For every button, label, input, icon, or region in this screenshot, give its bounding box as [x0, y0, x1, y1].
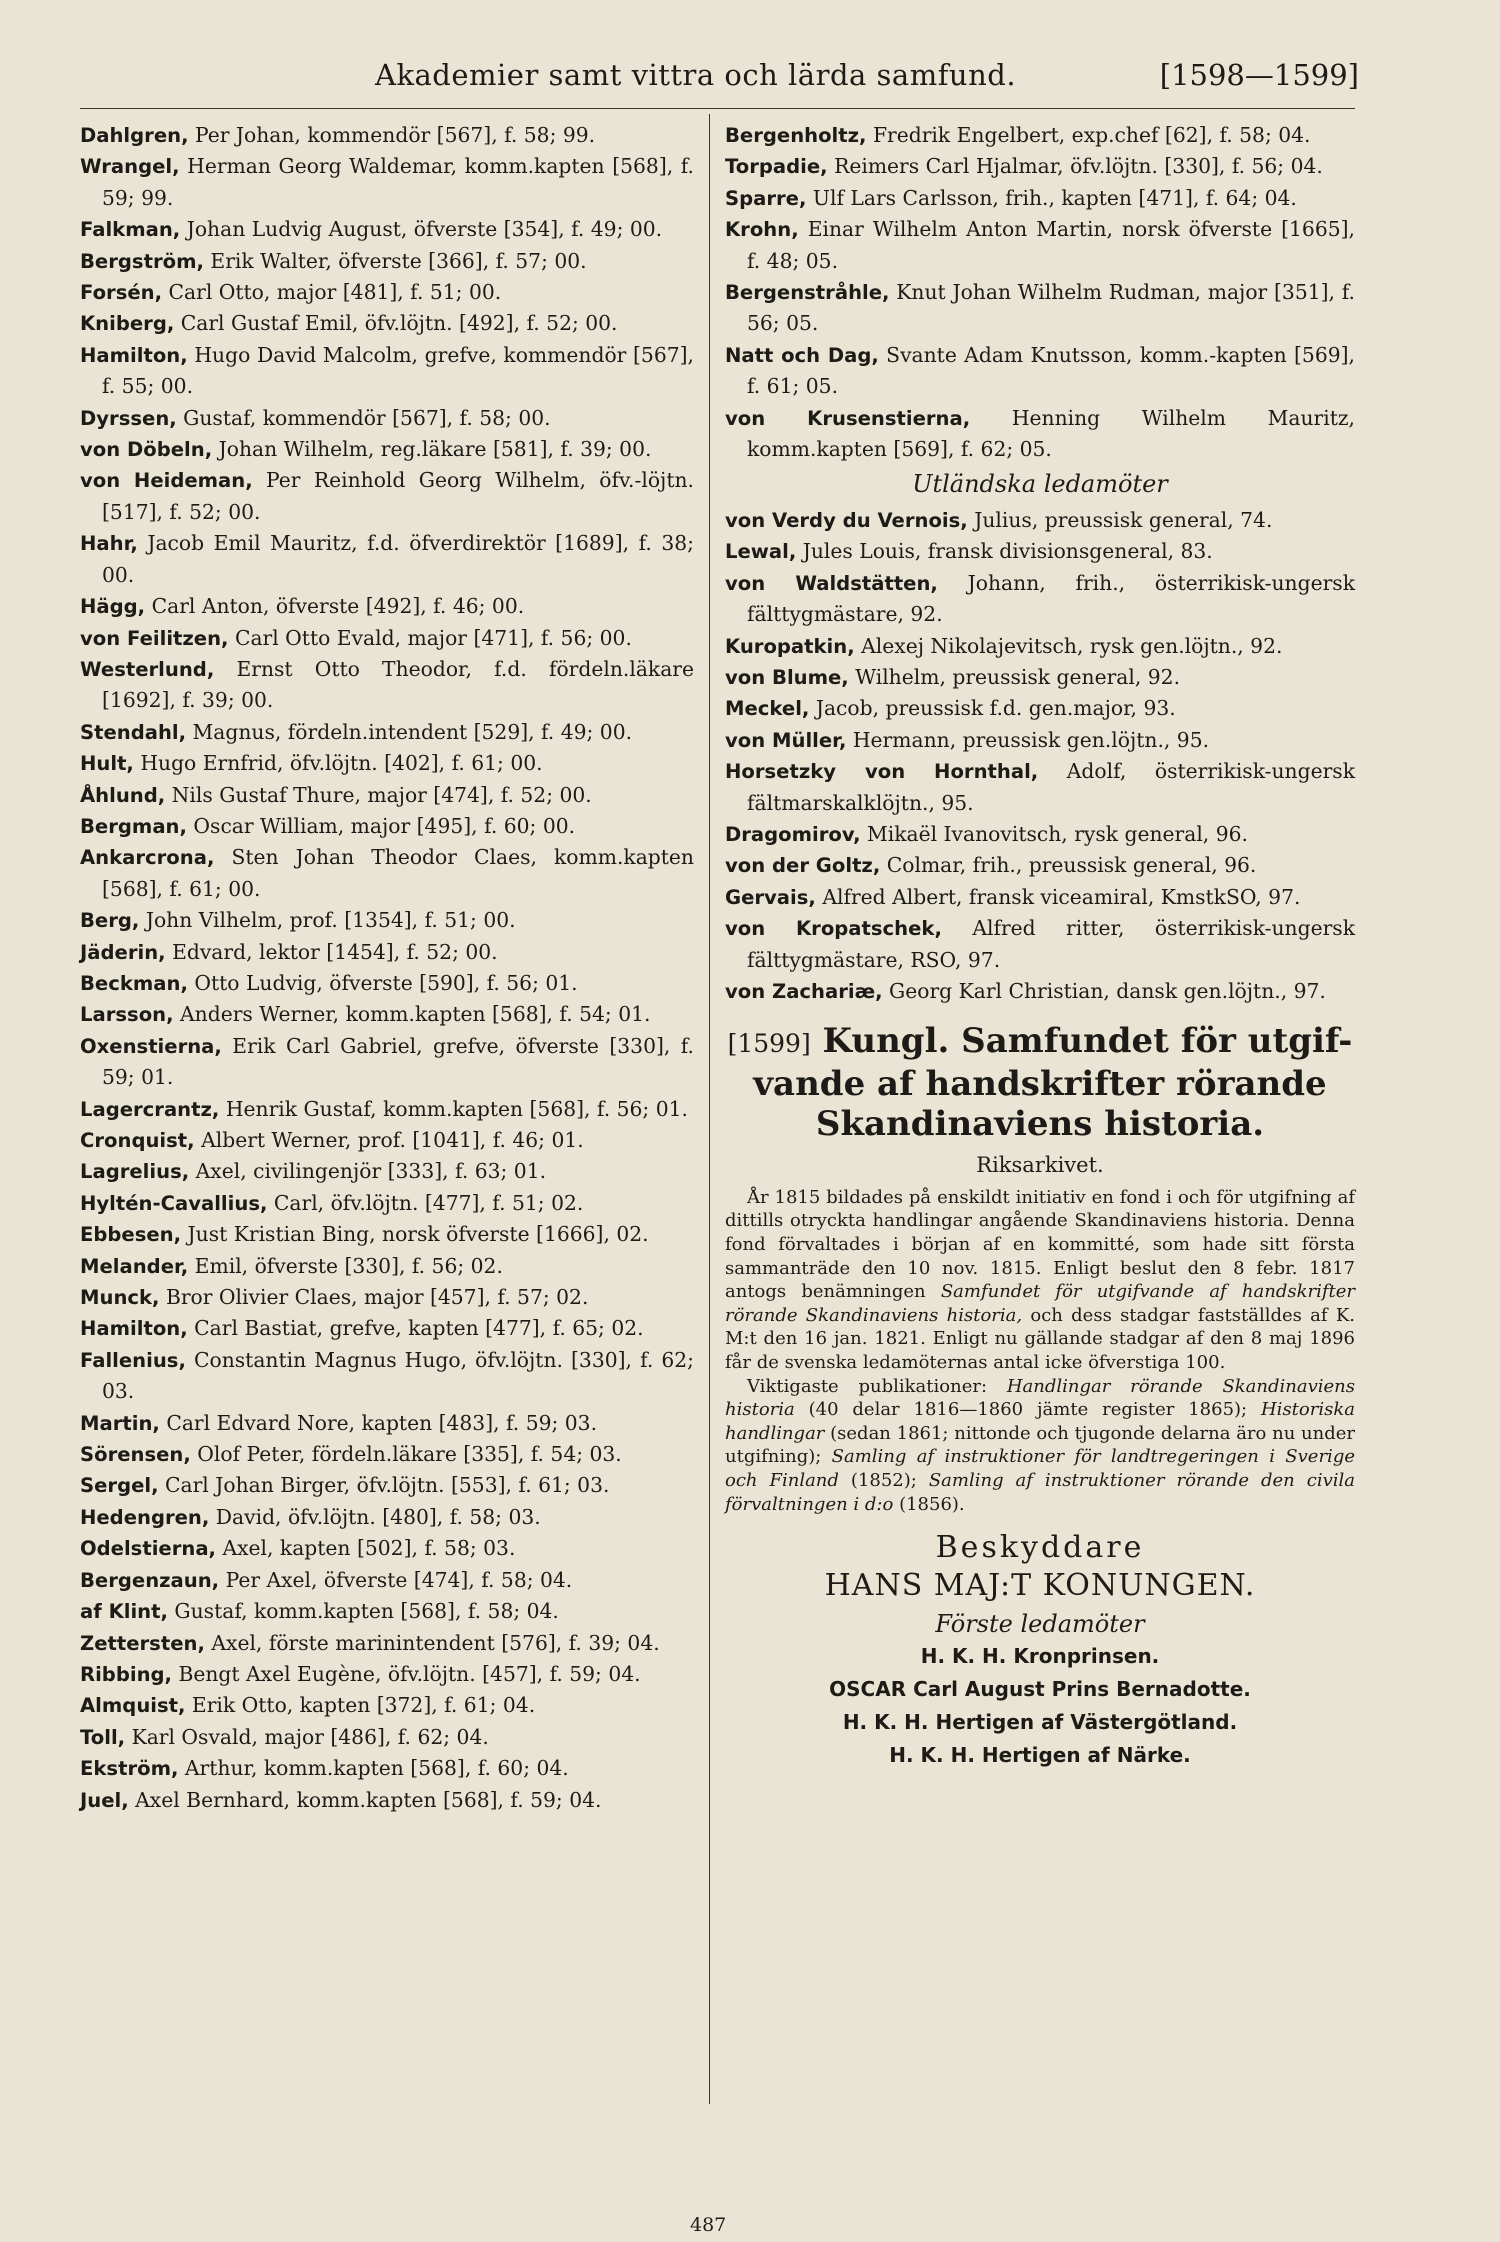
patron-name: HANS MAJ:T KONUNGEN. — [824, 1567, 1256, 1603]
list-item — [80, 1502, 694, 1533]
entry-text: Gustaf, komm.kapten [568], f. 58; 04. — [174, 1599, 559, 1624]
list-item — [80, 1439, 694, 1470]
entry-name: Ribbing, — [80, 1662, 172, 1686]
entry-name: Hamilton, — [80, 1317, 188, 1341]
entry-name: Ebbesen, — [80, 1223, 182, 1247]
entry-text: Einar Wilhelm Anton Martin, norsk öfverste [1665], f. 48; 05. — [747, 217, 1355, 273]
entry-name: von Heideman, — [80, 469, 253, 493]
right-column — [725, 120, 1355, 1772]
list-item — [80, 1659, 694, 1690]
section-title-line1: Kungl. Samfundet för utgif- — [822, 1021, 1353, 1062]
entry-text: Carl Bastiat, grefve, kapten [477], f. 65; 02. — [194, 1316, 644, 1341]
pub4-note: (1856). — [899, 1493, 965, 1515]
entry-text: Edvard, lektor [1454], f. 52; 00. — [172, 939, 498, 964]
entry-text: Carl Otto, major [481], f. 51; 00. — [168, 280, 502, 305]
foreign-member-list — [725, 505, 1355, 1008]
entry-name: von Verdy du Vernois, — [725, 508, 968, 532]
list-item — [80, 842, 694, 905]
entry-text: Alfred ritter, österrikisk-ungersk fälttygmästare, RSO, 97. — [747, 916, 1355, 972]
entry-text: Julius, preussisk general, 74. — [974, 507, 1273, 532]
entry-name: Natt och Dag, — [725, 343, 879, 367]
entry-text: Ernst Otto Theodor, f.d. fördeln.läkare [1692], f. 39; 00. — [102, 656, 694, 713]
entry-name: Hahr, — [80, 532, 138, 556]
list-item — [80, 1188, 694, 1219]
entry-name: Hägg, — [80, 595, 146, 619]
entry-name: Meckel, — [725, 697, 810, 721]
entry-text: Per Axel, öfverste [474], f. 58; 04. — [225, 1567, 573, 1592]
entry-name: Krohn, — [725, 218, 799, 242]
list-item — [80, 811, 694, 842]
entry-name: Gervais, — [725, 885, 816, 909]
list-item — [80, 1408, 694, 1439]
list-item — [725, 403, 1355, 466]
entry-name: von der Goltz, — [725, 854, 881, 878]
patron-heading: Beskyddare — [935, 1530, 1145, 1566]
pub2-note: (sedan 1861; nittonde och tjugonde delarna äro nu under utgifning); — [725, 1422, 1355, 1468]
entry-text: Colmar, frih., preussisk general, 96. — [886, 853, 1257, 878]
entry-text: Georg Karl Christian, dansk gen.löjtn., 97. — [889, 978, 1326, 1003]
running-header — [120, 58, 1365, 104]
entry-name: Lagrelius, — [80, 1160, 190, 1184]
entry-name: Bergenstråhle, — [725, 281, 890, 305]
entry-text: Erik Walter, öfverste [366], f. 57; 00. — [210, 248, 587, 273]
entry-text: Bengt Axel Eugène, öfv.löjtn. [457], f. 59; 04. — [178, 1661, 641, 1686]
header-rule — [80, 108, 1355, 109]
header-title: Akademier samt vittra och lärda samfund. — [375, 58, 1017, 92]
entry-name: von Müller, — [725, 728, 847, 752]
entry-text: Johann, frih., österrikisk-ungersk fälttygmästare, 92. — [747, 570, 1355, 627]
entry-name: af Klint, — [80, 1600, 168, 1624]
entry-text: Bror Olivier Claes, major [457], f. 57; 02. — [165, 1285, 589, 1310]
pub3-note: (1852); — [850, 1469, 917, 1491]
entry-text: Just Kristian Bing, norsk öfverste [1666], 02. — [187, 1222, 649, 1247]
entry-name: von Feilitzen, — [80, 626, 229, 650]
entry-name: Ekström, — [80, 1757, 179, 1781]
list-item — [725, 120, 1355, 151]
entry-text: Karl Osvald, major [486], f. 62; 04. — [131, 1724, 489, 1749]
entry-name: von Blume, — [725, 665, 849, 689]
list-item — [725, 505, 1355, 536]
list-item — [725, 882, 1355, 913]
list-item — [80, 623, 694, 654]
entry-name: Hamilton, — [80, 343, 188, 367]
section-title-line3: Skandinaviens historia. — [815, 1104, 1265, 1145]
entry-name: Fallenius, — [80, 1348, 186, 1372]
list-item — [80, 1219, 694, 1250]
list-item — [80, 1125, 694, 1156]
entry-name: Kuropatkin, — [725, 634, 855, 658]
history-paragraph — [725, 1186, 1355, 1375]
entry-text: Johan Ludvig August, öfverste [354], f. 49; 00. — [186, 217, 663, 242]
list-item — [80, 748, 694, 779]
entry-name: Bergenholtz, — [725, 124, 867, 147]
entry-text: Axel Bernhard, komm.kapten [568], f. 59; 04. — [135, 1787, 602, 1812]
entry-text: Axel, kapten [502], f. 58; 03. — [222, 1536, 516, 1561]
entry-text: Carl Gustaf Emil, öfv.löjtn. [492], f. 52; 00. — [180, 311, 618, 336]
entry-text: Fredrik Engelbert, exp.chef [62], f. 58; 04. — [872, 123, 1311, 147]
pub1-title: Handlingar rörande Skandinaviens historia — [725, 1375, 1355, 1421]
list-item — [725, 913, 1355, 976]
entry-text: Carl, öfv.löjtn. [477], f. 51; 02. — [273, 1190, 584, 1215]
entry-text: Svante Adam Knutsson, komm.-kapten [569], f. 61; 05. — [747, 342, 1355, 399]
list-item — [80, 308, 694, 339]
entry-text: Jacob, preussisk f.d. gen.major, 93. — [815, 696, 1176, 721]
pub1-note: (40 delar 1816—1860 jämte register 1865); — [808, 1399, 1248, 1421]
entry-name: von Waldstätten, — [725, 571, 938, 595]
entry-name: Bergman, — [80, 814, 187, 838]
entry-name: Horsetzky von Hornthal, — [725, 760, 1039, 784]
entry-text: Johan Wilhelm, reg.läkare [581], f. 39; 00. — [218, 437, 652, 462]
list-item — [80, 214, 694, 245]
foreign-members-heading: Utländska ledamöter — [912, 470, 1168, 499]
list-item — [725, 631, 1355, 662]
list-item — [80, 277, 694, 308]
para1-text: År 1815 bildades på enskildt initiativ en fond i och för utgifning af dittills otryckta handlingar angående Skandinaviens historia. Denna fond förvaltades i början af en kommitté, som hade sitt första sammanträde den 10 nov. 1815. Enligt beslut den 8 febr. 1817 antogs benämningen — [725, 1186, 1355, 1303]
entry-text: Constantin Magnus Hugo, öfv.löjtn. [330], f. 62; 03. — [102, 1347, 694, 1404]
entry-text: Emil, öfverste [330], f. 56; 02. — [194, 1253, 503, 1278]
list-item — [80, 1565, 694, 1596]
entry-name: Melander, — [80, 1254, 189, 1278]
list-item — [725, 536, 1355, 567]
entry-text: Alfred Albert, fransk viceamiral, KmstkSO, 97. — [822, 884, 1301, 909]
list-item — [725, 214, 1355, 277]
list-item — [725, 662, 1355, 693]
section-title — [725, 1021, 1355, 1144]
section-title-line2: vande af handskrifter rörande — [753, 1064, 1327, 1105]
entry-text: Erik Carl Gabriel, grefve, öfverste [330], f. 59; 01. — [102, 1033, 694, 1090]
entry-text: Erik Otto, kapten [372], f. 61; 04. — [191, 1693, 536, 1718]
entry-name: Hult, — [80, 752, 134, 776]
list-item — [80, 1628, 694, 1659]
entry-text: David, öfv.löjtn. [480], f. 58; 03. — [215, 1504, 541, 1529]
entry-name: Cronquist, — [80, 1129, 195, 1152]
entry-name: Toll, — [80, 1725, 126, 1749]
first-member: H. K. H. Hertigen af Närke. — [889, 1743, 1191, 1768]
entry-text: Carl Anton, öfverste [492], f. 46; 00. — [151, 594, 525, 619]
entry-text: Hermann, preussisk gen.löjtn., 95. — [852, 727, 1210, 752]
entry-name: von Zachariæ, — [725, 979, 883, 1003]
left-column — [80, 120, 694, 1816]
entry-text: Henrik Gustaf, komm.kapten [568], f. 56; 01. — [225, 1096, 688, 1121]
list-item — [80, 246, 694, 277]
list-item — [80, 340, 694, 403]
list-item — [80, 1313, 694, 1344]
entry-name: Stendahl, — [80, 720, 187, 744]
entry-name: Bergström, — [80, 249, 204, 273]
entry-name: Sparre, — [725, 186, 807, 210]
first-members-list — [725, 1640, 1355, 1772]
entry-text: Knut Johan Wilhelm Rudman, major [351], f. 56; 05. — [747, 280, 1355, 336]
entry-text: Carl Edvard Nore, kapten [483], f. 59; 03. — [166, 1410, 598, 1435]
entry-name: Hyltén-Cavallius, — [80, 1191, 268, 1215]
entry-text: Oscar William, major [495], f. 60; 00. — [193, 813, 576, 838]
first-members-heading: Förste ledamöter — [935, 1609, 1145, 1638]
list-item — [725, 693, 1355, 724]
entry-text: Magnus, fördeln.intendent [529], f. 49; 00. — [192, 719, 633, 744]
list-item — [80, 968, 694, 999]
entry-name: Dyrssen, — [80, 406, 177, 430]
list-item — [725, 756, 1355, 819]
entry-name: Hedengren, — [80, 1505, 210, 1529]
list-item — [80, 999, 694, 1030]
entry-text: Alexej Nikolajevitsch, rysk gen.löjtn., 92. — [861, 633, 1283, 658]
entry-text: Sten Johan Theodor Claes, komm.kapten [568], f. 61; 00. — [102, 845, 694, 901]
entry-text: Wilhelm, preussisk general, 92. — [855, 664, 1181, 689]
entry-name: Oxenstierna, — [80, 1034, 222, 1058]
entry-name: Zettersten, — [80, 1631, 205, 1655]
pub-intro: Viktigaste publikationer: — [747, 1375, 988, 1397]
entry-name: von Kropatschek, — [725, 917, 942, 941]
column-divider — [709, 114, 710, 2104]
list-item — [725, 568, 1355, 631]
list-item — [80, 120, 694, 151]
entry-name: Dahlgren, — [80, 124, 189, 147]
list-item — [80, 1282, 694, 1313]
entry-text: Olof Peter, fördeln.läkare [335], f. 54; 03. — [197, 1442, 622, 1467]
entry-text: Hugo David Malcolm, grefve, kommendör [567], f. 55; 00. — [102, 342, 694, 399]
first-member: H. K. H. Hertigen af Västergötland. — [842, 1710, 1238, 1735]
entry-name: von Krusenstierna, — [725, 406, 971, 430]
entry-text: Jules Louis, fransk divisionsgeneral, 83. — [802, 539, 1213, 564]
list-item — [725, 277, 1355, 340]
entry-text: Herman Georg Waldemar, komm.kapten [568], f. 59; 99. — [102, 154, 694, 210]
entry-text: Mikaël Ivanovitsch, rysk general, 96. — [866, 821, 1248, 846]
entry-text: Nils Gustaf Thure, major [474], f. 52; 00. — [171, 782, 592, 807]
entry-name: Lewal, — [725, 540, 797, 564]
entry-text: Otto Ludvig, öfverste [590], f. 56; 01. — [194, 970, 578, 995]
entry-name: von Döbeln, — [80, 438, 213, 462]
list-item — [725, 725, 1355, 756]
list-item — [80, 1785, 694, 1816]
list-item — [80, 528, 694, 591]
entry-text: Reimers Carl Hjalmar, öfv.löjtn. [330], f. 56; 04. — [834, 154, 1323, 179]
entry-name: Ankarcrona, — [80, 846, 215, 870]
list-item — [80, 1156, 694, 1187]
entry-text: Adolf, österrikisk-ungersk fältmarskalklöjtn., 95. — [747, 759, 1355, 815]
entry-text: Axel, civilingenjör [333], f. 63; 01. — [195, 1159, 547, 1184]
list-item — [80, 1251, 694, 1282]
list-item — [80, 1753, 694, 1784]
first-member: OSCAR Carl August Prins Bernadotte. — [829, 1677, 1251, 1702]
entry-text: Jacob Emil Mauritz, f.d. öfverdirektör [1689], f. 38; 00. — [102, 531, 694, 587]
pub4-title: Samling af instruktioner rörande den civila förvaltningen i d:o — [725, 1469, 1355, 1515]
entry-name: Beckman, — [80, 971, 188, 995]
entry-text: Ulf Lars Carlsson, frih., kapten [471], f. 64; 04. — [812, 185, 1297, 210]
entry-text: Per Reinhold Georg Wilhelm, öfv.-löjtn. [517], f. 52; 00. — [102, 468, 694, 524]
list-item — [725, 183, 1355, 214]
entry-text: Henning Wilhelm Mauritz, komm.kapten [569], f. 62; 05. — [747, 405, 1356, 462]
entry-name: Martin, — [80, 1411, 160, 1435]
list-item — [80, 654, 694, 717]
list-item — [80, 403, 694, 434]
section-location: Riksarkivet. — [976, 1153, 1104, 1178]
first-member: H. K. H. Kronprinsen. — [920, 1644, 1160, 1669]
entry-text: Gustaf, kommendör [567], f. 58; 00. — [183, 405, 551, 430]
list-item — [80, 905, 694, 936]
entry-name: Sergel, — [80, 1474, 159, 1498]
entry-name: Lagercrantz, — [80, 1097, 220, 1121]
entry-name: Odelstierna, — [80, 1537, 216, 1561]
list-item — [80, 717, 694, 748]
entry-name: Bergenzaun, — [80, 1568, 220, 1592]
entry-text: Hugo Ernfrid, öfv.löjtn. [402], f. 61; 00. — [140, 751, 543, 776]
entry-name: Kniberg, — [80, 312, 175, 336]
list-item — [80, 1722, 694, 1753]
society-name: Samfundet för utgifvande af handskrifter rörande Skandinaviens historia, — [725, 1281, 1355, 1326]
entry-text: Albert Werner, prof. [1041], f. 46; 01. — [201, 1128, 584, 1152]
list-item — [725, 976, 1355, 1007]
entry-text: Carl Johan Birger, öfv.löjtn. [553], f. 61; 03. — [165, 1473, 610, 1498]
list-item — [80, 1031, 694, 1094]
list-item — [725, 340, 1355, 403]
entry-text: John Vilhelm, prof. [1354], f. 51; 00. — [145, 908, 516, 933]
entry-name: Wrangel, — [80, 155, 180, 179]
list-item — [80, 1533, 694, 1564]
publications-paragraph — [725, 1375, 1355, 1517]
entry-name: Forsén, — [80, 281, 163, 305]
entry-name: Åhlund, — [80, 783, 166, 807]
entry-name: Juel, — [80, 1788, 129, 1812]
list-item — [80, 434, 694, 465]
list-item — [725, 819, 1355, 850]
list-item — [80, 591, 694, 622]
header-range: [1598—1599] — [1159, 58, 1359, 92]
list-item — [725, 850, 1355, 881]
entry-name: Torpadie, — [725, 155, 828, 179]
list-item — [80, 1345, 694, 1408]
entry-name: Almquist, — [80, 1694, 186, 1718]
pub2-title: Historiska handlingar — [725, 1399, 1355, 1444]
list-item — [80, 1690, 694, 1721]
entry-name: Westerlund, — [80, 657, 215, 681]
list-item — [80, 1470, 694, 1501]
entry-name: Larsson, — [80, 1003, 174, 1027]
section-number: [1599] — [727, 1029, 811, 1059]
member-list — [725, 120, 1355, 465]
para1-end: och dess stadgar fastställdes af K. M:t den 16 jan. 1821. Enligt nu gällande stadgar af den 8 maj 1896 får de svenska ledamöternas antal icke öfverstiga 100. — [725, 1304, 1355, 1373]
entry-name: Munck, — [80, 1286, 160, 1310]
entry-text: Arthur, komm.kapten [568], f. 60; 04. — [184, 1756, 569, 1781]
entry-text: Axel, förste marinintendent [576], f. 39; 04. — [211, 1630, 660, 1655]
entry-name: Dragomirov, — [725, 822, 861, 846]
entry-text: Anders Werner, komm.kapten [568], f. 54; 01. — [180, 1002, 651, 1027]
list-item — [80, 937, 694, 968]
entry-name: Sörensen, — [80, 1443, 191, 1467]
list-item — [80, 151, 694, 214]
entry-text: Per Johan, kommendör [567], f. 58; 99. — [194, 123, 596, 147]
list-item — [80, 1094, 694, 1125]
page-number: 487 — [690, 2214, 727, 2236]
list-item — [725, 151, 1355, 182]
entry-text: Carl Otto Evald, major [471], f. 56; 00. — [234, 625, 632, 650]
list-item — [80, 465, 694, 528]
entry-name: Jäderin, — [80, 940, 166, 964]
entry-name: Falkman, — [80, 218, 181, 242]
entry-name: Berg, — [80, 909, 140, 933]
list-item — [80, 1596, 694, 1627]
list-item — [80, 780, 694, 811]
pub3-title: Samling af instruktioner för landtregeringen i Sverige och Finland — [725, 1446, 1355, 1491]
